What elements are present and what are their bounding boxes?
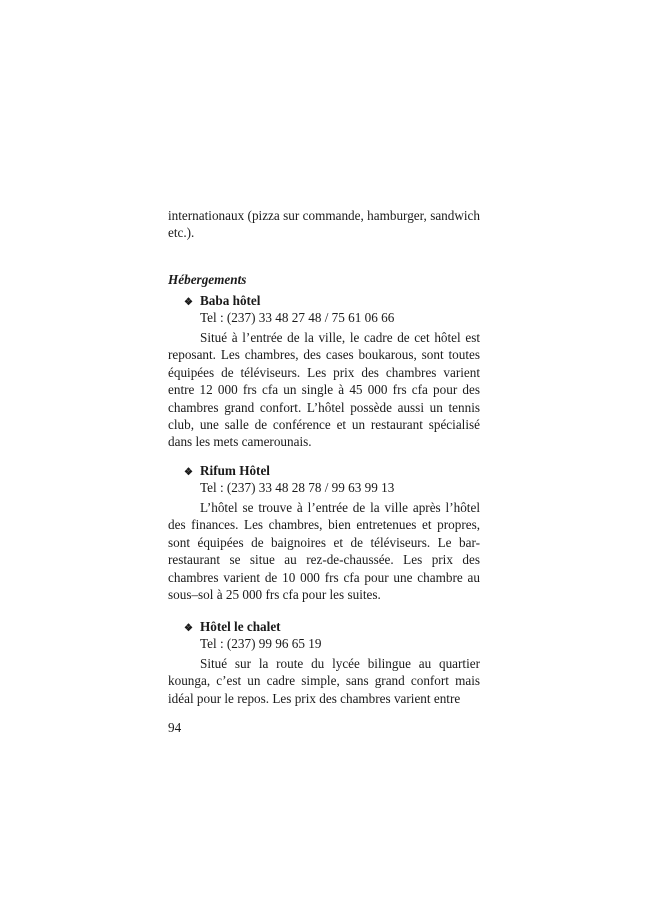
intro-text: internationaux (pizza sur commande, hamburger, sandwich etc.). [168, 208, 480, 241]
entry-title-text: Hôtel le chalet [200, 619, 281, 634]
entry-description-text: L’hôtel se trouve à l’entrée de la ville après l’hôtel des finances. Les chambres, bien entretenues et propres, sont équipées de baignoires et de téléviseurs. Le bar-restaurant se situe au rez-de-chaussée. Les prix des chambres varient de 10 000 frs cfa pour une chambre au sous–sol à 25 000 frs cfa pour les suites. [168, 500, 480, 603]
entry-description-text: Situé à l’entrée de la ville, le cadre de cet hôtel est reposant. Les chambres, des cases boukarous, sont toutes équipées de téléviseurs. Les prix des chambres varient entre 12 000 frs cfa un single à 45 000 frs cfa pour des chambres grand confort. L’hôtel possède aussi un tennis club, une salle de conférence et un restaurant spécialisé dans les mets camerounais. [168, 330, 480, 450]
entry-description [168, 655, 480, 707]
entry-title-hotel-le-chalet [184, 619, 281, 635]
intro-paragraph [168, 207, 480, 242]
diamond-bullet-icon: ❖ [184, 297, 193, 308]
entry-tel: Tel : (237) 33 48 27 48 / 75 61 06 66 [200, 310, 395, 325]
entry-title-baba-hotel [184, 293, 260, 309]
diamond-bullet-icon: ❖ [184, 623, 193, 634]
diamond-bullet-icon: ❖ [184, 467, 193, 478]
page-number: 94 [168, 720, 182, 735]
entry-title-text: Baba hôtel [200, 293, 261, 308]
section-heading: Hébergements [168, 272, 247, 287]
entry-description-text: Situé sur la route du lycée bilingue au quartier kounga, c’est un cadre simple, sans grand confort mais idéal pour le repos. Les prix des chambres varient entre [168, 656, 480, 706]
entry-description [168, 329, 480, 451]
entry-description [168, 499, 480, 603]
entry-title-text: Rifum Hôtel [200, 463, 270, 478]
entry-tel: Tel : (237) 33 48 28 78 / 99 63 99 13 [200, 480, 395, 495]
entry-tel: Tel : (237) 99 96 65 19 [200, 636, 322, 651]
entry-title-rifum-hotel [184, 463, 270, 479]
